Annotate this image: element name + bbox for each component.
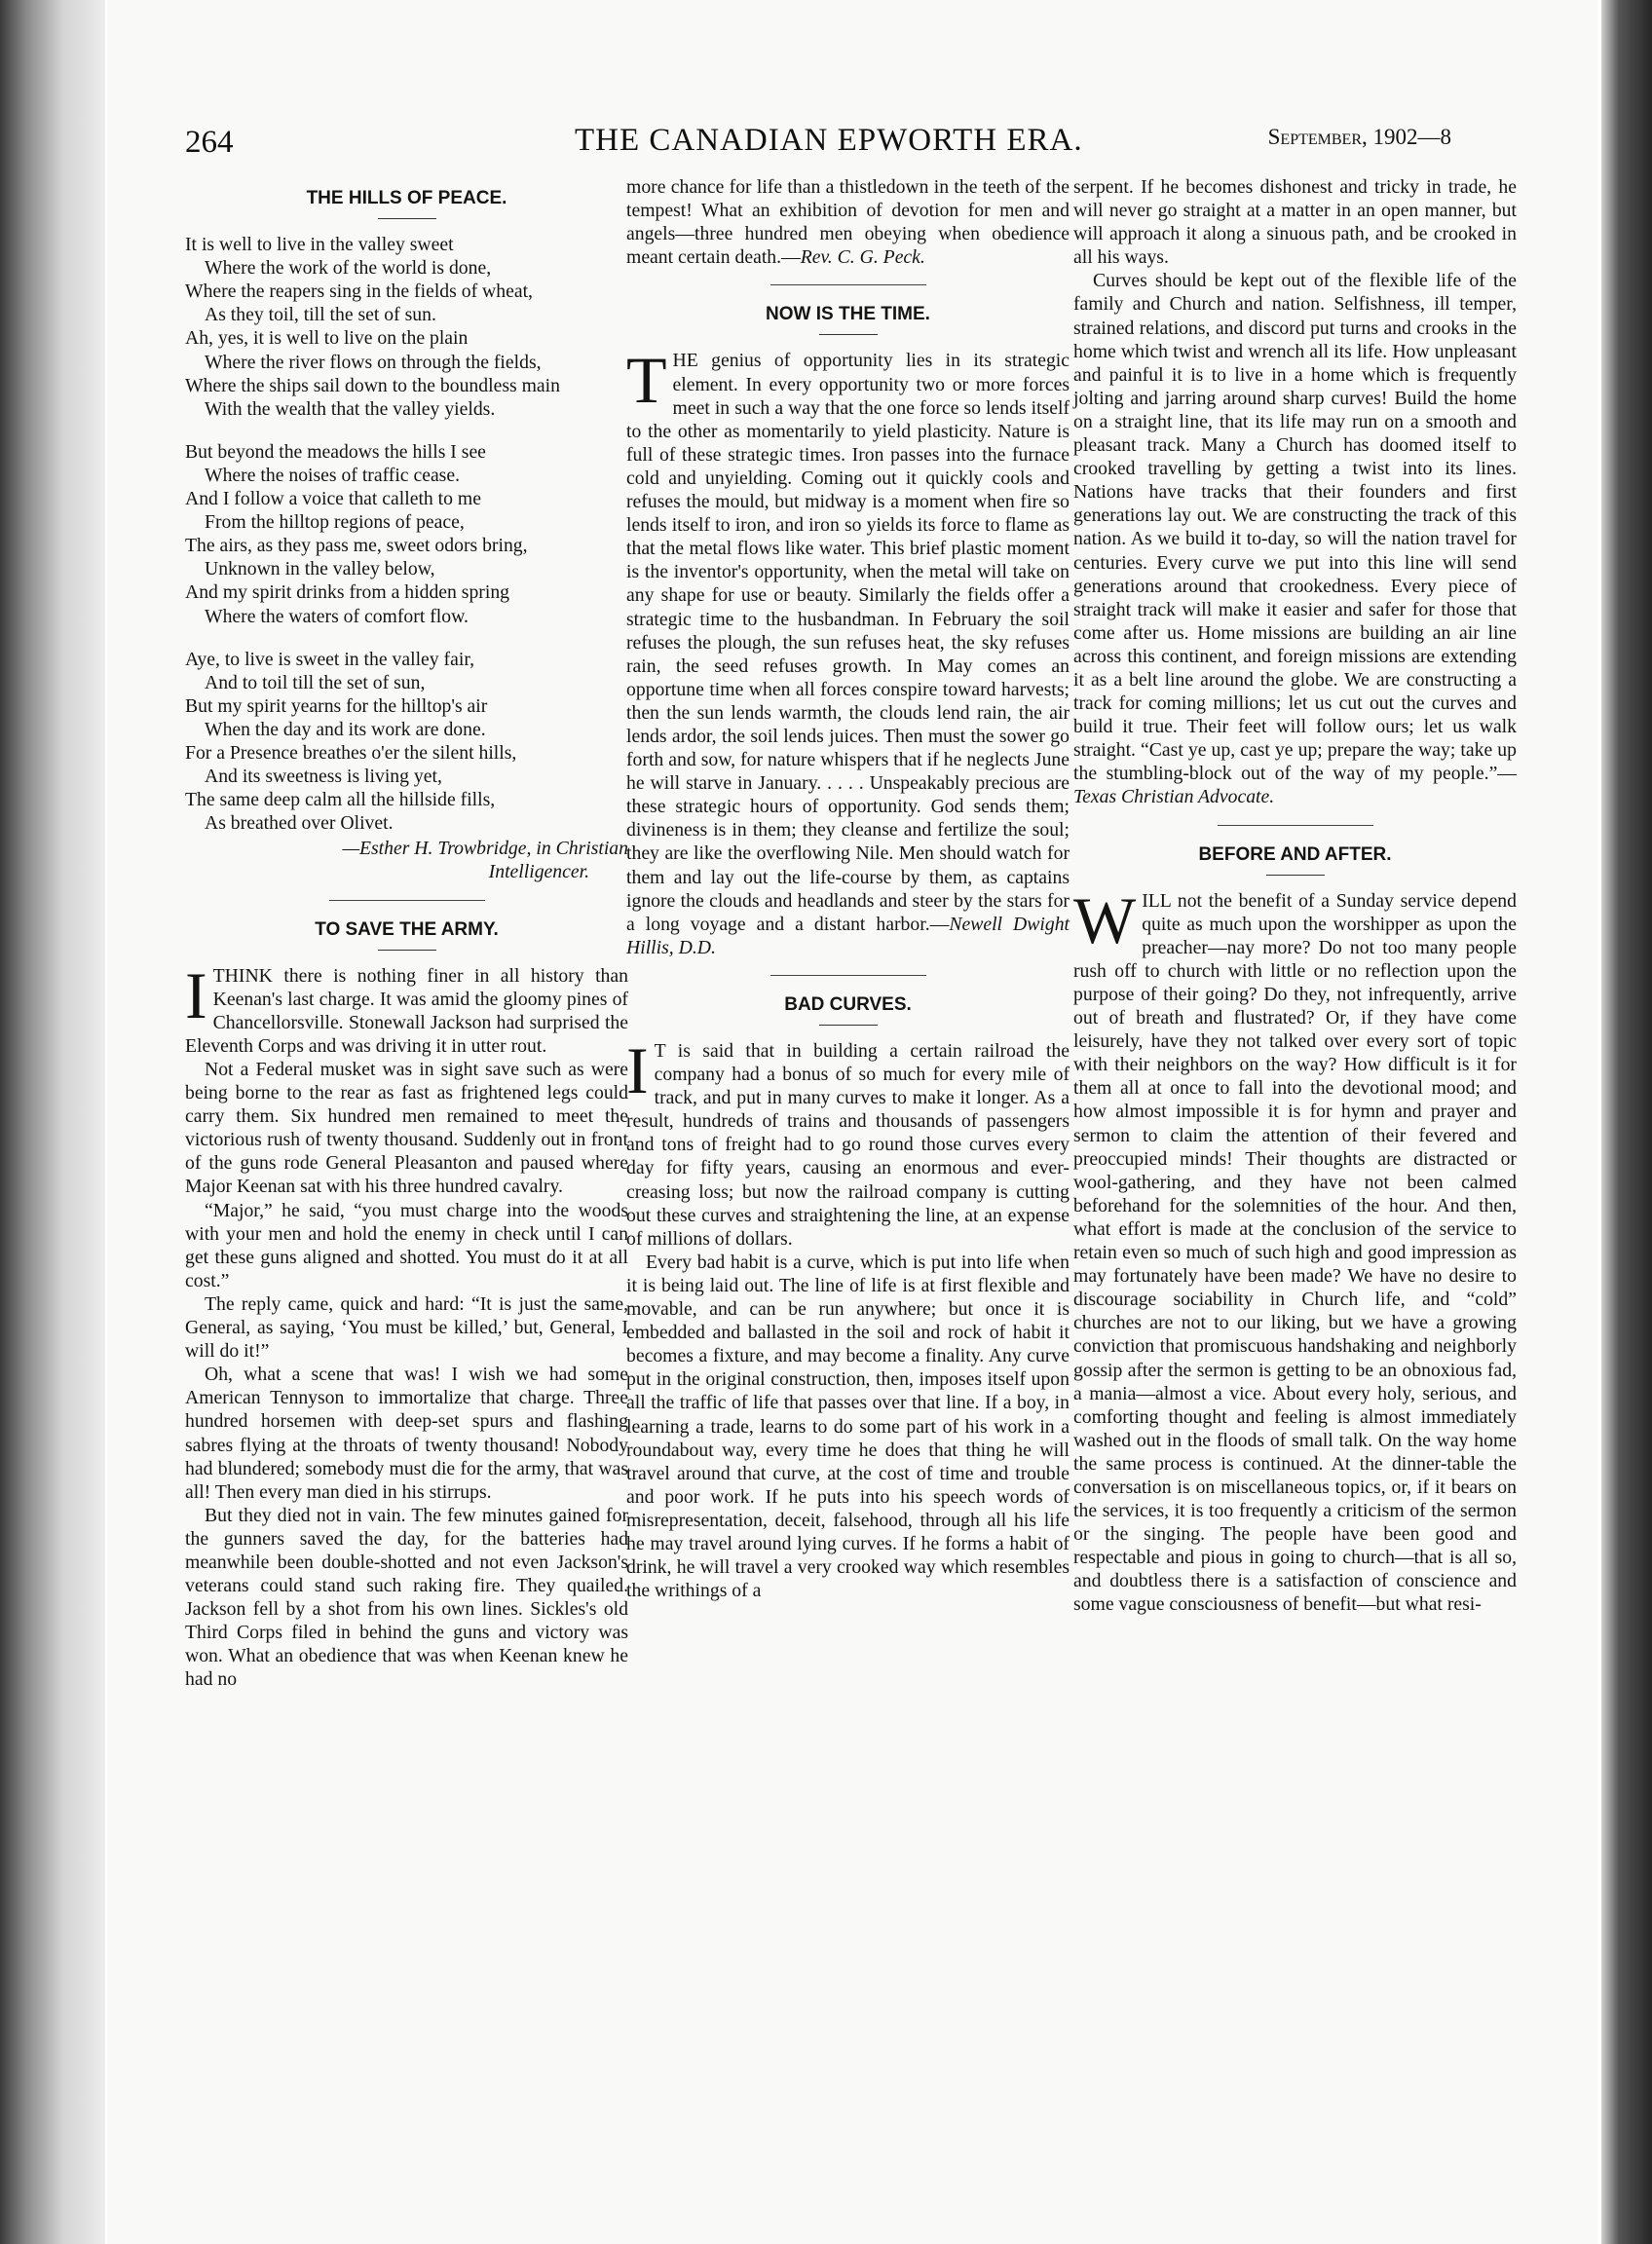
book-edge-right xyxy=(1601,0,1652,2244)
section-separator xyxy=(770,284,926,285)
poem-line: Where the noises of traffic cease. xyxy=(205,464,461,486)
poem-line: The same deep calm all the hillside fills, xyxy=(185,789,496,811)
journal-title: THE CANADIAN EPWORTH ERA. xyxy=(575,123,1083,158)
paragraph: serpent. If he becomes dishonest and tricky in trade, he will never go straight at a matter in an open manner, but will approach it along a sinuous path, and be crooked in all his ways. xyxy=(1073,176,1517,269)
now-author: Newell Dwight Hillis, D.D. xyxy=(626,913,1070,958)
paragraph: ILL not the benefit of a Sunday service depend quite as much upon the worshipper as upon the preacher—nay more? Do not too many people rush off to church with little or no reflection upon the purpose of their going? Do they, not infrequently, arrive out of breath and flustrated? Or, if they have come leisurely, have they not talked over every sort of topic with their neighbors on the way? How difficult is it for them all at once to fall into the devotional mood; and how almost impossible it is for hymn and prayer and sermon to claim the attention of their fevered and preoccupied minds! Their thoughts are distracted or wool-gathering, and they have not been calmed beforehand for the solemnities of the hour. And then, what effort is made at the conclusion of the service to retain even so much of such high and good impression as may fortunately have been made? We have no desire to discourage sociability in Church life, and “cold” churches are not to our liking, but we have a growing conviction that promiscuous handshaking and neighborly gossip after the sermon is getting to be an obnoxious fad, a mania—almost a vice. About every holy, serious, and comforting thought and feeling is almost immediately washed out in the floods of small talk. On the way home the same process is continued. At the dinner-table the conversation is on miscellaneous topics, or, if it bears on the services, it is too frequently a criticism of the sermon or the singing. The people have been good and respectable and pious in going to church—that is all so, and doubtless there is a satisfaction of conscience and some vague consciousness of benefit—but what resi- xyxy=(1073,889,1517,1616)
army-continued xyxy=(626,175,1070,269)
drop-cap: W xyxy=(1073,882,1137,957)
drop-cap: I xyxy=(185,957,207,1032)
title-rule xyxy=(378,218,436,219)
poem-line: When the day and its work are done. xyxy=(205,718,486,740)
now-article xyxy=(626,343,1070,958)
hills-attribution-2: Intelligencer. xyxy=(488,861,589,883)
title-rule xyxy=(819,334,878,335)
poem-line: Aye, to live is sweet in the valley fair, xyxy=(185,648,475,670)
before-title: BEFORE AND AFTER. xyxy=(1198,843,1392,865)
paragraph: HE genius of opportunity lies in its strategic element. In every opportunity two or more forces meet in such a way that the one force so lends itself to the other as momentarily to yield plasticity. Nature is full of these strategic times. Iron passes into the furnace cold and unyielding. Coming out it quickly cools and refuses the mould, but midway is a moment when fire so lends itself to iron, and iron so yields its force to flame as that the metal flows like water. This brief plastic moment is the inventor's opportunity, when the metal will take on any shape for use or beauty. Similarly the fields offer a strategic time to the husbandman. In February the soil refuses the plough, the sun refuses heat, the sky refuses rain, the seed refuses growth. In May comes an opportune time when all forces conspire toward harvests; then the sun lends warmth, the clouds lend rain, the air lends ardor, the soil lends juices. Then must the sower go forth and sow, for nature whispers that if he neglects June he will starve in January. . . . . Unspeakably precious are these strategic hours of opportunity. God sends them; divineness is in them; they cleanse and fertilize the soul; they are like the overflowing Nile. Men should watch for them and lay out the life-course by them, as captains ignore the clouds and headlands and steer by the stars for a long voyage and a distant harbor.— xyxy=(626,350,1070,935)
drop-cap: I xyxy=(626,1033,649,1107)
paragraph: Oh, what a scene that was! I wish we had some American Tennyson to immortalize that charge. Three hundred horsemen with deep-set spurs and flashing sabres flying at the throats of twenty thousand! Nobody had blundered; somebody must die for the army, that was all! Then every man died in his stirrups. xyxy=(185,1364,628,1503)
column-3 xyxy=(1073,175,1517,2221)
poem-line: Ah, yes, it is well to live on the plain xyxy=(185,327,469,350)
paragraph: The reply came, quick and hard: “It is just the same, General, as saying, ‘You must be killed,’ but, General, I will do it!” xyxy=(185,1292,628,1363)
hills-title: THE HILLS OF PEACE. xyxy=(306,188,507,208)
poem-line: From the hilltop regions of peace, xyxy=(205,511,465,534)
poem-line: And my spirit drinks from a hidden spring xyxy=(185,581,510,604)
curves-continued xyxy=(1073,175,1517,809)
poem-line: And to toil till the set of sun, xyxy=(205,671,426,693)
column-1 xyxy=(185,175,628,2221)
page-header xyxy=(185,119,1451,173)
paragraph: Curves should be kept out of the flexible life of the family and Church and nation. Selfishness, ill temper, strained relations, and discord put turns and crooks in the home which twist and wrench all its life. How unpleasant and painful it is to live in a home which is frequently jolting and jarring around sharp curves! Build the home on a straight line, that its life may run on a smooth and pleasant track. Many a Church has doomed itself to crooked travelling by getting a twist into its lines. Nations have tracks that their founders and first generations lay out. We are constructing the track of this nation. As we build it to-day, so will the nation travel for centuries. Every curve we put into this line will send generations around that crookedness. Every piece of straight track will make it easier and safer for those that come after us. Home missions are building an air line across this continent, and foreign missions are extending it as a belt line around the globe. We are constructing a track for coming millions; let us cut out the curves and build it true. Their feet will follow ours; let us walk straight. “Cast ye up, cast ye up; prepare the way; take up the stumbling-block out of the way of my people.”— xyxy=(1073,270,1517,785)
title-rule xyxy=(1266,875,1325,876)
paragraph: more chance for life than a thistledown in the teeth of the tempest! What an exhibition of devotion for men and angels—three hundred men obeying when obedience meant certain death.— xyxy=(626,176,1070,269)
hills-poem xyxy=(185,233,628,835)
poem-line: Where the work of the world is done, xyxy=(205,257,492,280)
paragraph: “Major,” he said, “you must charge into the woods with your men and hold the enemy in check until I can get these guns aligned and shotted. You must do it at all cost.” xyxy=(185,1199,628,1291)
poem-line: For a Presence breathes o'er the silent hills, xyxy=(185,741,517,764)
curves-title: BAD CURVES. xyxy=(784,993,912,1015)
poem-line: Unknown in the valley below, xyxy=(205,558,435,580)
page-number: 264 xyxy=(185,125,234,160)
paragraph: But they died not in vain. The few minutes gained for the gunners saved the day, for the batteries had meanwhile been double-shotted and not even Jackson's veterans could stand such raking fire. They quailed. Jackson fell by a shot from his own lines. Sickles's old Third Corps filed in behind the guns and victory was won. What an obedience that was when Keenan knew he had no xyxy=(185,1504,628,1691)
paragraph: THINK there is nothing finer in all history than Keenan's last charge. It was amid the gloomy pines of Chancellorsville. Stonewall Jackson had surprised the Eleventh Corps and was driving it in utter rout. xyxy=(185,964,628,1057)
section-separator xyxy=(1218,825,1373,826)
before-article xyxy=(1073,882,1517,1617)
paragraph: Every bad habit is a curve, which is put into life when it is being laid out. The line of life is at first flexible and movable, and can be run anywhere; but once it is embedded and ballasted in the soil and rock of habit it becomes a fixture, and may become a finality. Any curve put in the original construction, then, imposes itself upon all the traffic of life that passes over that line. If a boy, in learning a trade, learns to do some part of his work in a roundabout way, every time he does that thing he will travel around that curve, at the cost of time and trouble and poor work. If he puts into his speech words of misrepresentation, deceit, falsehood, through all his life he may travel around lying curves. If he forms a habit of drink, he will travel a very crooked way which resembles the writhings of a xyxy=(626,1251,1070,1602)
title-rule xyxy=(819,1025,878,1026)
army-title: TO SAVE THE ARMY. xyxy=(315,918,499,940)
book-binding-left xyxy=(0,0,105,2244)
curves-article xyxy=(626,1033,1070,1602)
hills-attribution: —Esther H. Trowbridge, in Christian xyxy=(342,838,628,860)
poem-line: Where the waters of comfort flow. xyxy=(205,605,469,627)
poem-line: And I follow a voice that calleth to me xyxy=(185,488,481,510)
poem-line: The airs, as they pass me, sweet odors bring, xyxy=(185,535,528,557)
poem-line: With the wealth that the valley yields. xyxy=(205,397,496,420)
poem-line: Where the ships sail down to the boundless main xyxy=(185,374,560,396)
curves-author: Texas Christian Advocate. xyxy=(1073,786,1275,808)
drop-cap: T xyxy=(626,343,667,418)
column-2 xyxy=(626,175,1070,2221)
paragraph: Not a Federal musket was in sight save such as were being borne to the rear as fast as frightened legs could carry them. Six hundred men remained to meet the victorious rush of twenty thousand. Suddenly out in front of the guns rode General Pleasanton and paused where Major Keenan sat with his three hundred cavalry. xyxy=(185,1059,628,1198)
poem-line: But beyond the meadows the hills I see xyxy=(185,440,486,463)
poem-line: Where the river flows on through the fields, xyxy=(205,351,542,373)
poem-line: Where the reapers sing in the fields of wheat, xyxy=(185,280,533,303)
issue-date: September, 1902—8 xyxy=(1267,125,1451,149)
poem-line: But my spirit yearns for the hilltop's air xyxy=(185,694,488,717)
section-separator xyxy=(329,900,485,901)
army-article xyxy=(185,957,628,1692)
now-title: NOW IS THE TIME. xyxy=(766,304,930,325)
poem-line: As they toil, till the set of sun. xyxy=(205,304,436,326)
poem-line: It is well to live in the valley sweet xyxy=(185,234,454,256)
poem-line: And its sweetness is living yet, xyxy=(205,766,442,788)
title-rule xyxy=(378,950,436,951)
army-author: Rev. C. G. Peck. xyxy=(800,246,925,269)
section-separator xyxy=(770,975,926,976)
paragraph: T is said that in building a certain railroad the company had a bonus of so much for every mile of track, and put in many curves to make it longer. As a result, hundreds of trains and thousands of passengers and tons of freight had to go round those curves every day for fifty years, causing an enormous and ever-creasing loss; but now the railroad company is cutting out these curves and straightening the line, at an expense of millions of dollars. xyxy=(626,1040,1070,1250)
poem-line: As breathed over Olivet. xyxy=(205,812,394,835)
